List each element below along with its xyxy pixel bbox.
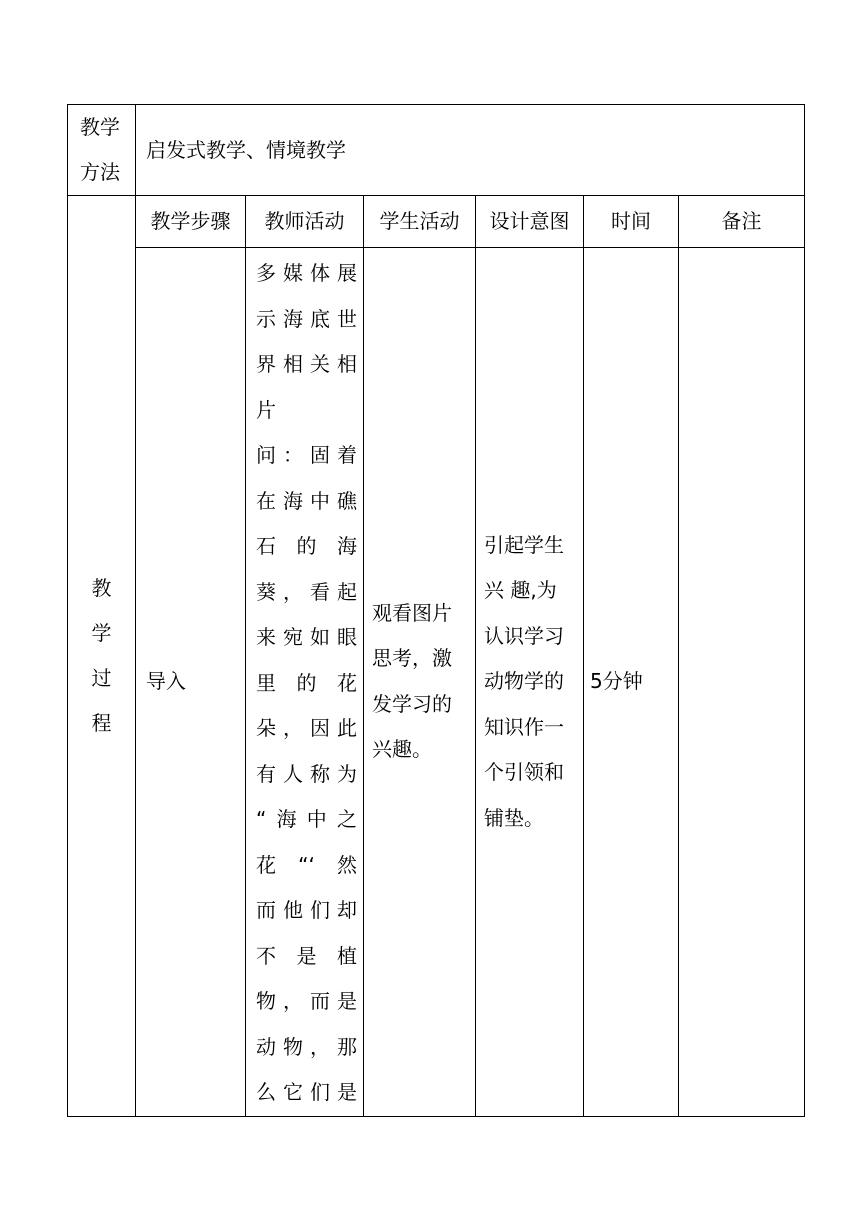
teaching-process-char: 教	[91, 575, 112, 600]
teaching-method-value: 启发式教学、情境教学	[136, 105, 805, 196]
teaching-process-char: 学	[91, 620, 112, 645]
teaching-process-label	[68, 196, 136, 1117]
design-intent-cell	[476, 248, 584, 1117]
teacher-activity-line: 示海底世	[256, 306, 357, 331]
table-row	[68, 248, 805, 1117]
header-row	[68, 196, 805, 248]
teacher-activity-line: 界相关相	[256, 352, 357, 376]
teacher-activity-line: 片	[256, 397, 276, 422]
student-activity-line: 思考，激	[372, 646, 452, 671]
teacher-activity-line: 朵，因此	[256, 716, 357, 740]
header-notes: 备注	[679, 196, 805, 248]
design-intent-line: 铺垫。	[484, 805, 544, 830]
teaching-process-char: 程	[91, 710, 112, 735]
design-intent-line: 引起学生	[484, 532, 564, 557]
lesson-plan-table	[67, 104, 805, 1117]
student-activity-line: 兴趣。	[372, 737, 432, 762]
student-activity-line: 发学习的	[372, 691, 452, 716]
design-intent-line: 个引领和	[484, 760, 564, 784]
step-cell: 导入	[136, 248, 246, 1117]
header-design-intent: 设计意图	[476, 196, 584, 248]
teacher-activity-line: 物，而是	[256, 989, 357, 1013]
teaching-method-label-line: 方法	[80, 160, 120, 184]
teaching-process-char: 过	[91, 665, 112, 690]
teacher-activity-line: “海中之	[256, 807, 357, 831]
teacher-activity-line: 葵，看起	[256, 579, 357, 604]
teacher-activity-line: 有人称为	[256, 761, 357, 786]
teacher-activity-line: 在海中礁	[256, 488, 357, 513]
teaching-method-label-line: 教学	[80, 115, 120, 139]
teaching-method-label	[68, 105, 136, 196]
teacher-activity-line: 花“‘然	[256, 852, 357, 877]
teaching-method-row	[68, 105, 805, 196]
teacher-activity-line: 不是植	[256, 943, 357, 968]
teacher-activity-line: 石的海	[256, 534, 357, 558]
teacher-activity-line: 动物，那	[256, 1034, 357, 1059]
teacher-activity-line: 而他们却	[256, 898, 357, 922]
student-activity-line: 观看图片	[372, 600, 452, 625]
design-intent-line: 认识学习	[484, 623, 564, 648]
teacher-activity-line: 里的花	[256, 670, 357, 695]
notes-cell	[679, 248, 805, 1117]
design-intent-line: 动物学的	[484, 669, 564, 693]
teacher-activity-line: 多媒体展	[256, 261, 357, 285]
teacher-activity-line: 问：固着	[256, 443, 357, 467]
design-intent-line: 兴 趣,为	[484, 578, 557, 602]
time-cell: 5分钟	[584, 248, 679, 1117]
header-teacher-activity: 教师活动	[246, 196, 364, 248]
teacher-activity-cell	[246, 248, 364, 1117]
header-time: 时间	[584, 196, 679, 248]
teacher-activity-line: 么它们是	[256, 1080, 357, 1104]
teacher-activity-line: 来宛如眼	[256, 625, 357, 649]
header-student-activity: 学生活动	[364, 196, 476, 248]
design-intent-line: 知识作一	[484, 714, 564, 739]
header-teaching-step: 教学步骤	[136, 196, 246, 248]
student-activity-cell	[364, 248, 476, 1117]
